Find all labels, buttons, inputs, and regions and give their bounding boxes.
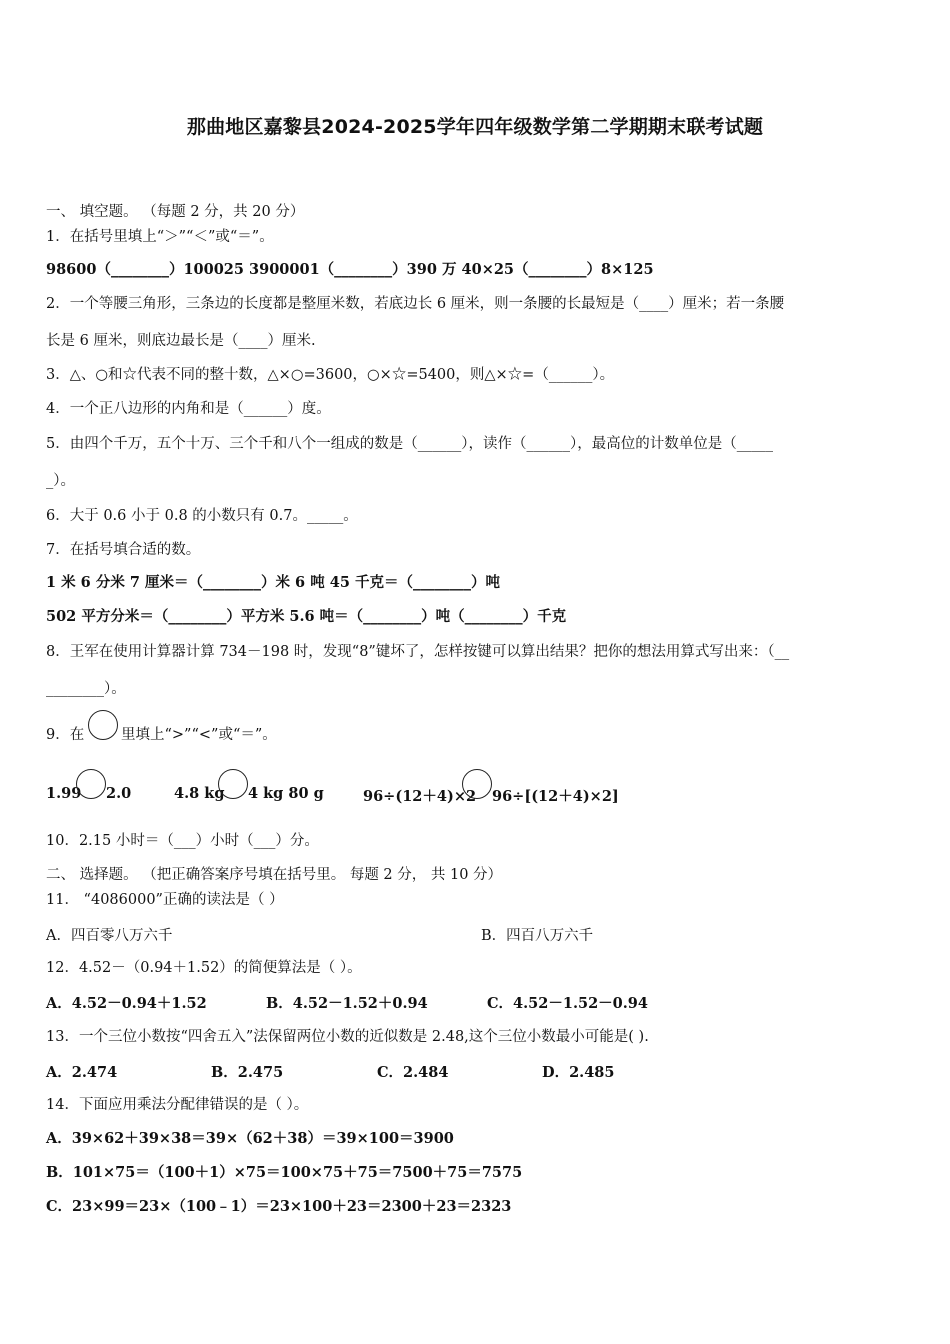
q8-line1: 8．王军在使用计算器计算 734－198 时，发现“8”键坏了，怎样按键可以算出结果？把你的想法用算式写出来：（__ xyxy=(46,644,790,660)
q9-c1-right: 2.0 xyxy=(106,785,132,802)
q9-c1-left: 1.99 xyxy=(46,785,82,802)
q12-option-b: B．4.52－1.52＋0.94 xyxy=(266,995,428,1012)
q1-stem: 1．在括号里填上“＞”“＜”或“＝”。 xyxy=(46,229,274,245)
q7-line1: 1 米 6 分米 7 厘米＝（________）米 6 吨 45 千克＝（________）吨 xyxy=(46,574,500,591)
q14-option-c: C．23×99＝23×（100﹣1）＝23×100＋23＝2300＋23＝2323 xyxy=(46,1198,512,1215)
q13-option-c: C．2.484 xyxy=(377,1064,449,1081)
compare-circle-icon xyxy=(88,710,118,740)
compare-circle-icon xyxy=(462,769,492,799)
q8-line2: ________）。 xyxy=(46,681,126,697)
page-title: 那曲地区嘉黎县2024-2025学年四年级数学第二学期期末联考试题 xyxy=(186,116,764,138)
q7-line2: 502 平方分米＝（________）平方米 5.6 吨＝（________）吨（________）千克 xyxy=(46,608,567,625)
q6: 6．大于 0.6 小于 0.8 的小数只有 0.7。_____。 xyxy=(46,508,358,524)
q1-line: 98600（________）100025 3900001（________）390 万 40×25（________）8×125 xyxy=(46,261,654,278)
q14-option-a: A．39×62＋39×38＝39×（62＋38）＝39×100＝3900 xyxy=(46,1130,454,1147)
q10: 10．2.15 小时＝（___）小时（___）分。 xyxy=(46,833,319,849)
q5-line2: _）。 xyxy=(46,473,75,489)
q13-option-b: B．2.475 xyxy=(211,1064,284,1081)
compare-circle-icon xyxy=(76,769,106,799)
q5-line1: 5．由四个千万，五个十万、三个千和八个一组成的数是（______），读作（______），最高位的计数单位是（_____ xyxy=(46,436,773,452)
q13-option-d: D．2.485 xyxy=(542,1064,615,1081)
q9-c3-left: 96÷(12＋4)×2 xyxy=(363,788,477,805)
q14-stem: 14．下面应用乘法分配律错误的是（ ）。 xyxy=(46,1097,309,1113)
q13-stem: 13．一个三位小数按“四舍五入”法保留两位小数的近似数是 2.48,这个三位小数最小可能是( ). xyxy=(46,1029,649,1045)
section-2-heading: 二、 选择题。 （把正确答案序号填在括号里。 每题 2 分， 共 10 分） xyxy=(46,867,503,883)
q9-stem-a: 9．在 xyxy=(46,727,85,743)
q2-line2: 长是 6 厘米，则底边最长是（____）厘米. xyxy=(46,333,316,349)
q9-c2-right: 4 kg 80 g xyxy=(248,785,324,802)
q3: 3．△、○和☆代表不同的整十数，△×○=3600，○×☆=5400，则△×☆=（______）。 xyxy=(46,367,615,383)
section-1-heading: 一、 填空题。 （每题 2 分，共 20 分） xyxy=(46,204,305,220)
q9-stem-b: 里填上“>”“<”或“＝”。 xyxy=(121,727,277,743)
q13-option-a: A．2.474 xyxy=(46,1064,118,1081)
q11-option-a: A．四百零八万六千 xyxy=(46,928,173,944)
q9-c3-right: 96÷[(12＋4)×2] xyxy=(492,788,619,805)
q9-c2-left: 4.8 kg xyxy=(174,785,225,802)
q12-stem: 12．4.52－（0.94＋1.52）的简便算法是（ ）。 xyxy=(46,960,362,976)
q12-option-a: A．4.52－0.94＋1.52 xyxy=(46,995,207,1012)
q14-option-b: B．101×75＝（100＋1）×75＝100×75＋75＝7500＋75＝7575 xyxy=(46,1164,523,1181)
q2-line1: 2．一个等腰三角形，三条边的长度都是整厘米数，若底边长 6 厘米，则一条腰的长最短是（____）厘米；若一条腰 xyxy=(46,296,785,312)
q7-stem: 7．在括号填合适的数。 xyxy=(46,542,201,558)
q11-option-b: B．四百八万六千 xyxy=(481,928,594,944)
q12-option-c: C．4.52－1.52－0.94 xyxy=(487,995,648,1012)
q11-stem: 11． “4086000”正确的读法是（ ） xyxy=(46,892,284,908)
q4: 4．一个正八边形的内角和是（______）度。 xyxy=(46,401,331,417)
compare-circle-icon xyxy=(218,769,248,799)
